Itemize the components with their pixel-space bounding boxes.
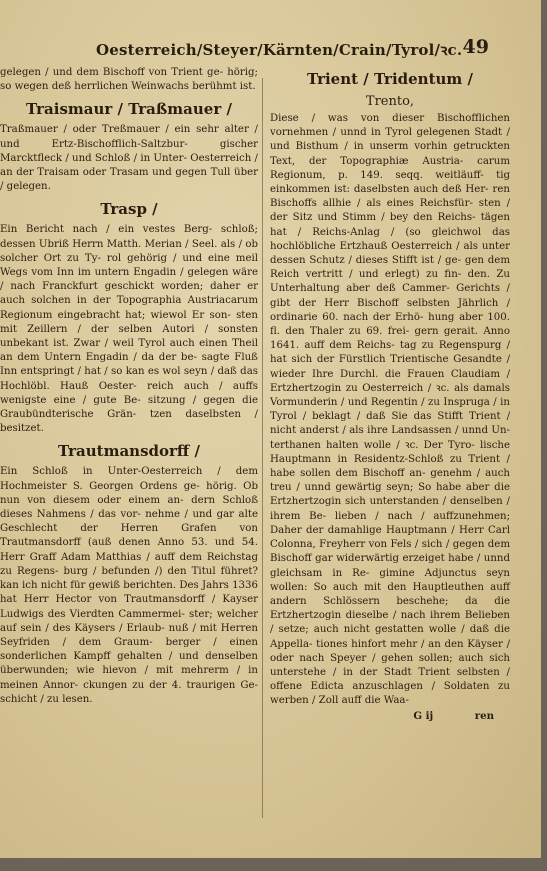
entry-text-trasp: Ein Bericht nach / ein vestes Berg- schloß; dessen Ubriß Herrn Matth. Merian / Seel. als / ob solcher Ort zu Ty- rol gehörig / und eine meil Wegs vom Inn im untern Engadin / gelegen wäre / nach Franckfurt geschickt worden; daher er auch solchen in der Topographia Austriacarum Regionum eingebracht hat; wiewol Er son- sten mit Zeillern / der selben Autori / sonsten unbekant ist. Zwar / weil Tyrol auch einen Theil an dem Untern Engadin / da der be- sagte Fluß Inn entspringt / hat / so kan es wol seyn / daß das Hochlöbl. Hauß Oester- reich auch / auffs wenigste eine / gute Be- sitzung / gegen die Graubündterische Grän- tzen daselbsten / besitzet. <box>0 224 258 435</box>
page-footer <box>270 709 510 723</box>
catchword: ren <box>474 709 494 722</box>
right-column <box>270 66 510 723</box>
entry-text-trautmansdorff: Ein Schloß in Unter-Oesterreich / dem Hochmeister S. Georgen Ordens ge- hörig. Ob nun von diesem oder einem an- dern Schloß dieses Nahmens / das vor- nehme / und gar alte Geschlecht der Herren Grafen von Trautmansdorff (auß denen Anno 53. und 54. Herr Graff Adam Matthias / auff dem Reichstag zu Regens- burg / befunden /) den Titul führet? kan ich nicht für gewiß berichten. Des Jahrs 1336 hat Herr Hector von Trautmansdorff / Kayser Ludwigs des Vierdten Cammermei- ster; welcher auf sein / des Käysers / Erlaub- nuß / mit Herren Seyfriden / dem Graum- berger / einen sonderlichen Kampff gehalten / und denselben überwunden; wie hievon / mit mehrerm / in meinen Annor- ckungen zu der 4. traurigen Ge- schicht / zu lesen. <box>0 466 258 705</box>
entry-heading-trient: Trient / Tridentum / <box>307 70 473 88</box>
page-number: 49 <box>462 36 489 58</box>
left-intro-paragraph: gelegen / und dem Bischoff von Trient ge- hörig; so wegen deß herrlichen Weinwachs berühmt ist. <box>0 67 258 93</box>
left-column <box>0 66 258 707</box>
running-title: Oesterreich/Steyer/Kärnten/Crain/Tyrol/ꝛc. <box>96 41 463 59</box>
column-divider <box>262 78 263 818</box>
entry-heading-traismaur: Traismaur / Traßmauer / <box>26 100 232 119</box>
entry-heading-trautmansdorff: Trautmansdorff / <box>58 442 200 461</box>
entry-subheading-trento: Trento, <box>365 94 415 109</box>
entry-heading-trasp: Trasp / <box>100 200 158 219</box>
entry-text-trient: Diese / was von dieser Bischofflichen vornehmen / unnd in Tyrol gelegenen Stadt / und Bisthum / in unserm vorhin getruckten Text, der Topographiæ Austria- carum Regionum, p. 149. seqq. weitläuff- tig einkommen ist: daselbsten auch deß Her- ren Bischoffs allhie / als eines Reichsfür- sten / der Sitz und Stimm / bey den Reichs- tägen hat / Reichs-Anlag / (so gleichwol das hochlöbliche Ertzhauß Oesterreich / als unter dessen Schutz / dieses Stifft ist / ge- gen dem Reich vertritt / und erlegt) zu fin- den. Zu Unterhaltung aber deß Cammer- Gerichts / gibt der Herr Bischoff selbsten Jährlich / ordinarie 60. nach der Erhö- hung aber 100. fl. den Thaler zu 69. frei- gern gerait. Anno 1641. auff dem Reichs- tag zu Regenspurg / hat sich der Fürstlich Trientische Gesandte / wieder Ihre Durchl. die Frauen Claudiam / Ertzhertzogin zu Oesterreich / ꝛc. als damals Vormunderin / und Regentin / zu Inspruga / in Tyrol / beklagt / daß Sie das Stifft Trient / nicht anderst / als ihre Landsassen / unnd Un- terthanen halten wolle / ꝛc. Der Tyro- lische Hauptmann in Residentz-Schloß zu Trient / habe sollen dem Bischoff an- genehm / auch treu / unnd gewärtig seyn; So habe aber die Ertzhertzogin sich unterstanden / denselben / ihrem Be- lieben / nach / auffzunehmen; Daher der damahlige Hauptmann / Herr Carl Colonna, Freyherr von Fels / sich / gegen dem Bischoff gar widerwärtig erzeiget habe / unnd gleichsam in Re- gimine Adjunctus seyn wollen: So auch mit den Hauptleuthen auff andern Schlössern beschehe; da die Ertzhertzogin dieselbe / nach ihrem Belieben / setze; auch nicht gestatten wolle / daß die Appella- tiones hinfort mehr / an den Käyser / oder nach Speyer / gehen sollen; auch sich unterstehe / in der Stadt Trient selbsten / offene Edicta anzuschlagen / Soldaten zu werben / Zoll auff die Waa- <box>270 113 510 707</box>
page-header <box>0 36 541 66</box>
signature-mark: G ij <box>413 709 434 722</box>
entry-text-traismaur: Traßmauer / oder Treßmauer / ein sehr alter / und Ertz-Bischofflich-Saltzbur- gischer Marcktfleck / und Schloß / in Unter- Oesterreich / an der Traisam oder Trasam und gegen Tull über / gelegen. <box>0 124 258 193</box>
